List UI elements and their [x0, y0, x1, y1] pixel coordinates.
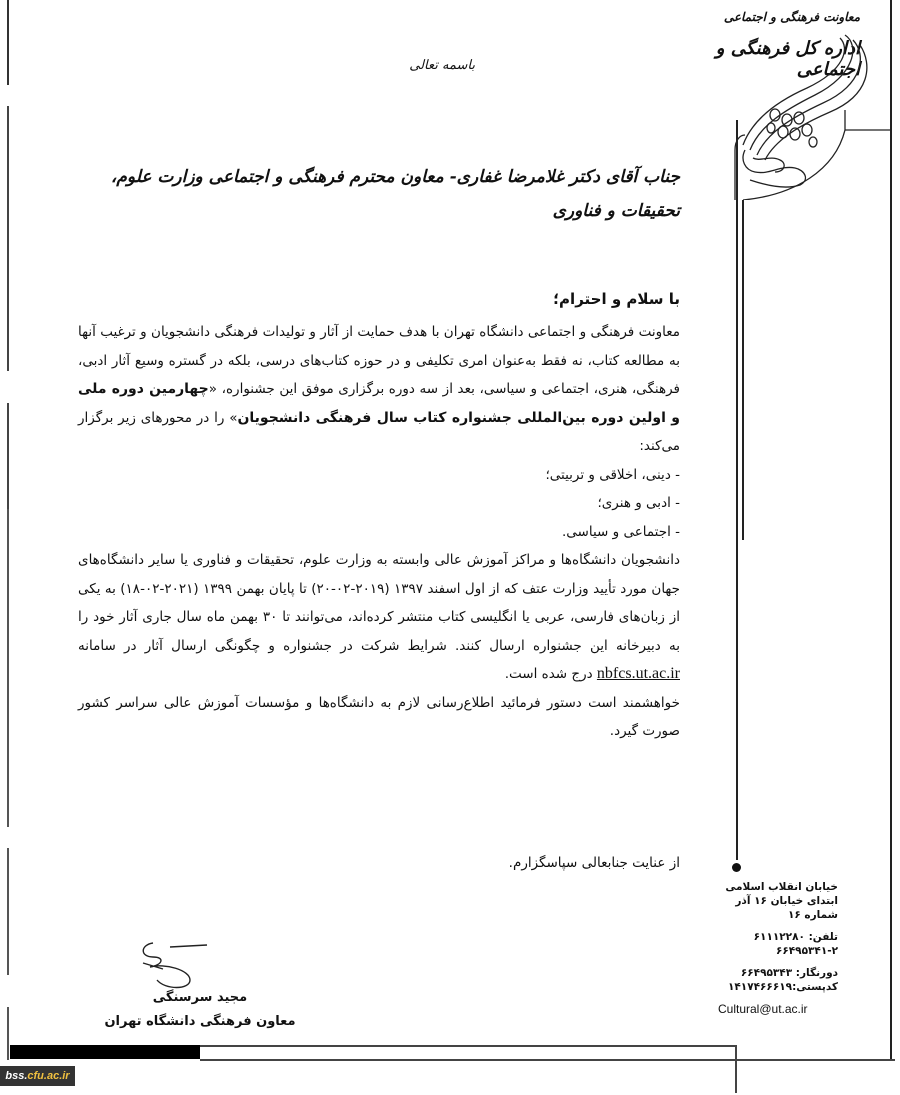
axis-item: - ادبی و هنری؛ — [597, 495, 680, 511]
phone-number: ۶۶۴۹۵۳۴۱-۲ — [775, 945, 838, 957]
eligibility-text: دانشجویان دانشگاه‌ها و مراکز آموزش عالی وابسته به وزارت علوم، تحقیقات و فناوری یا سایر دانشگاه‌های جهان مورد تأیید وزارت عتف که از اول اسفند ۱۳۹۷ (۲۰۱۹-۰۲-۲۰) تا پایان بهمن ۱۳۹۹ (۲۰۲۱-۰۲-۱۸) به یکی از زبان‌های فارسی، عربی یا انگلیسی کتاب منتشر کرده‌اند، می‌توانند تا ۳۰ بهمن ماه سال جاری آثار خود را به دبیرخانه این جشنواره ارسال کنند. شرایط شرکت در جشنواره و چگونگی ارسال آثار در سامانه — [78, 552, 680, 654]
footer-rule — [200, 1059, 895, 1061]
closing: از عنایت جنابعالی سپاسگزارم. — [508, 855, 680, 871]
address — [718, 880, 838, 922]
letterhead-line1: معاونت فرهنگی و اجتماعی — [723, 10, 860, 24]
fax-label: دورنگار: — [795, 967, 838, 979]
eligibility-text-end: درج شده است. — [504, 666, 597, 682]
scan-left-border — [7, 0, 9, 1060]
contact-info — [718, 880, 838, 1016]
paragraph-eligibility — [78, 546, 680, 689]
festival-title: چهارمین دوره ملی و اولین دوره بین‌المللی جشنواره کتاب سال فرهنگی دانشجویان — [78, 381, 680, 426]
addressee-line1: جناب آقای دکتر غلامرضا غفاری- معاون محترم فرهنگی و اجتماعی وزارت علوم، — [110, 167, 680, 187]
addressee-line2: تحقیقات و فناوری — [552, 201, 680, 221]
letterhead-logo — [695, 0, 900, 200]
phone-number: ۶۱۱۱۲۲۸۰ — [753, 931, 805, 943]
phone-label: تلفن: — [808, 931, 838, 943]
postal-label: کدپستی: — [792, 981, 838, 993]
address-line: خیابان انقلاب اسلامی — [725, 881, 838, 893]
fax-postal — [718, 966, 838, 994]
intro-text: معاونت فرهنگی و اجتماعی دانشگاه تهران با هدف حمایت از آثار و تولیدات فرهنگی دانشجویان و ترغیب آنها به مطالعه کتاب، نه فقط به‌عنوان امری تکلیفی و در حوزه کتاب‌های درسی، بلکه در گستره وسیع آثار ادبی، فرهنگی، هنری، اجتماعی و سیاسی، بعد از سه دوره برگزاری موفق این جشنواره، « — [78, 324, 680, 397]
footer-rule — [200, 1045, 735, 1047]
address-line: شماره ۱۶ — [787, 909, 838, 921]
signature-icon — [135, 935, 215, 990]
signer-name: مجید سرسنگی — [152, 990, 248, 1005]
axis-item: - اجتماعی و سیاسی. — [561, 523, 680, 540]
greeting: با سلام و احترام؛ — [553, 290, 680, 308]
addressee — [90, 160, 680, 228]
footer-black-bar — [10, 1045, 200, 1059]
decorative-dot — [732, 863, 741, 872]
fax-number: ۶۶۴۹۵۳۴۳ — [740, 967, 793, 979]
phone — [718, 930, 838, 958]
decorative-line — [736, 120, 738, 860]
paragraph-request: خواهشمند است دستور فرمائید اطلاع‌رسانی لازم به دانشگاه‌ها و مؤسسات آموزش عالی سراسر کشور صورت گیرد. — [78, 694, 680, 739]
festival-url-link[interactable]: nbfcs.ut.ac.ir — [596, 665, 680, 682]
intro-text-end: » را در محورهای زیر برگزار می‌کند: — [78, 409, 680, 454]
email-link[interactable]: Cultural@ut.ac.ir — [718, 1002, 808, 1016]
decorative-line — [742, 200, 744, 540]
letter-body — [78, 318, 680, 746]
site-watermark — [0, 1066, 75, 1086]
letterhead-line2: اداره کل فرهنگی و اجتماعی — [715, 38, 860, 80]
axis-item: - دینی، اخلاقی و تربیتی؛ — [545, 466, 680, 483]
ornament-icon — [695, 0, 900, 200]
watermark-domain: cfu.ac.ir — [27, 1070, 70, 1082]
address-line: ابتدای خیابان ۱۶ آذر — [735, 895, 838, 907]
paragraph-intro — [78, 318, 680, 461]
postal-code: ۱۴۱۷۴۶۶۶۱۹ — [727, 981, 793, 993]
signer-title: معاون فرهنگی دانشگاه تهران — [104, 1014, 296, 1029]
basmala: باسمه تعالی — [409, 58, 475, 73]
watermark-prefix: bss. — [5, 1070, 28, 1082]
